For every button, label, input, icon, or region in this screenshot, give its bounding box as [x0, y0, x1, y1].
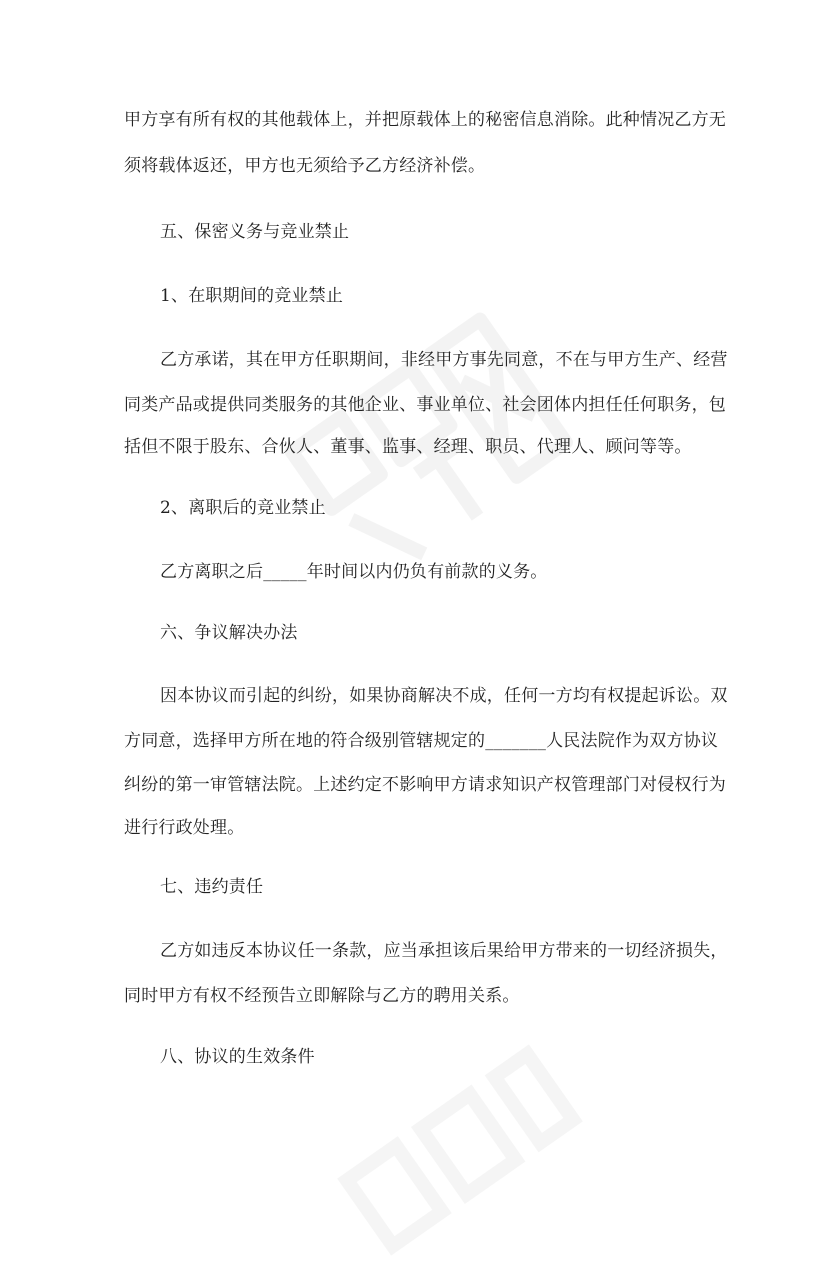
paragraph-line: 乙方离职之后_____年时间以内仍负有前款的义务。: [160, 562, 548, 582]
paragraph-line: 同类产品或提供同类服务的其他企业、事业单位、社会团体内担任任何职务，包: [124, 395, 726, 415]
subsection-heading-1: 1、在职期间的竞业禁止: [160, 286, 344, 306]
section-heading-6: 六、争议解决办法: [160, 623, 298, 643]
paragraph-line: 因本协议而引起的纠纷，如果协商解决不成，任何一方均有权提起诉讼。双: [160, 686, 728, 706]
section-heading-5: 五、保密义务与竞业禁止: [160, 222, 350, 242]
paragraph-line: 进行行政处理。: [124, 818, 245, 838]
paragraph-line: 乙方如违反本协议任一条款，应当承担该后果给甲方带来的一切经济损失，: [160, 941, 728, 961]
paragraph-line: 括但不限于股东、合伙人、董事、监事、经理、职员、代理人、顾问等等。: [124, 437, 692, 457]
section-heading-8: 八、协议的生效条件: [160, 1047, 315, 1067]
section-heading-7: 七、违约责任: [160, 877, 264, 897]
paragraph-line: 须将载体返还，甲方也无须给予乙方经济补偿。: [124, 156, 486, 176]
subsection-heading-2: 2、离职后的竞业禁止: [160, 498, 326, 518]
paragraph-line: 方同意，选择甲方所在地的符合级别管辖规定的_______人民法院作为双方协议: [124, 731, 719, 751]
paragraph-line: 乙方承诺，其在甲方任职期间，非经甲方事先同意，不在与甲方生产、经营: [160, 350, 728, 370]
paragraph-line: 甲方享有所有权的其他载体上，并把原载体上的秘密信息消除。此种情况乙方无: [124, 110, 726, 130]
paragraph-line: 同时甲方有权不经预告立即解除与乙方的聘用关系。: [124, 986, 520, 1006]
paragraph-line: 纠纷的第一审管辖法院。上述约定不影响甲方请求知识产权管理部门对侵权行为: [124, 775, 726, 795]
